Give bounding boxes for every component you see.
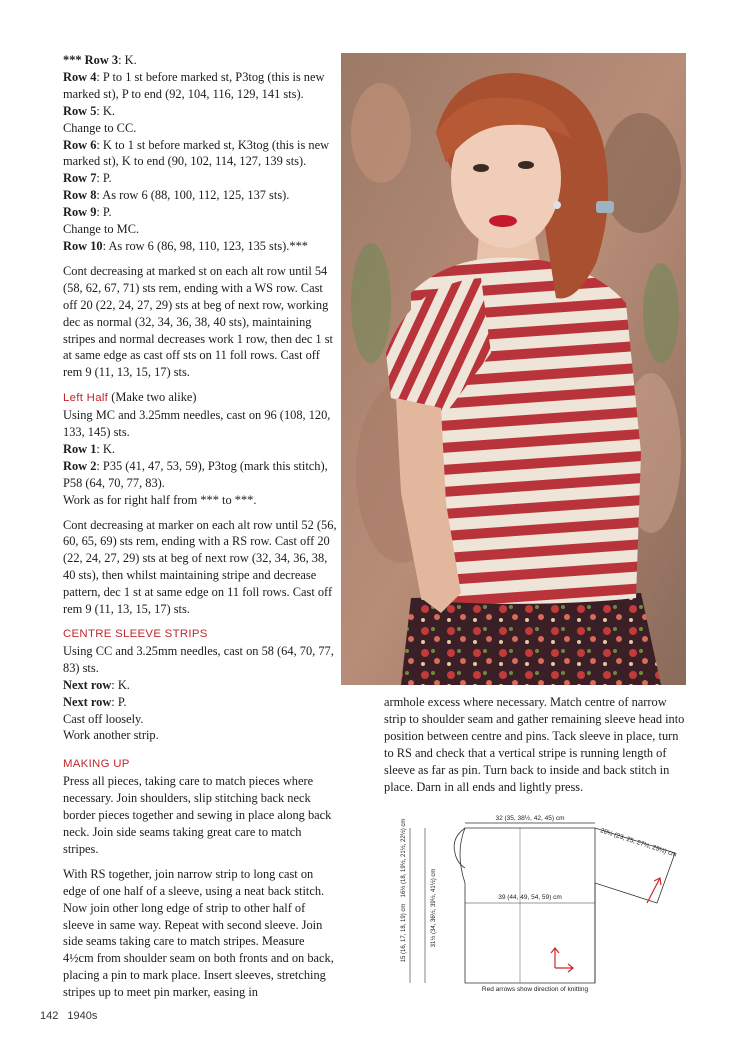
pattern-row xyxy=(63,694,337,711)
row-label: Row 5 xyxy=(63,103,97,118)
pattern-row xyxy=(63,492,337,509)
section-name: 1940s xyxy=(67,1010,98,1022)
paragraph-cont-1: Cont decreasing at marked st on each alt row until 54 (58, 62, 67, 71) sts rem, ending with a WS row. Cast off 20 (22, 24, 27, 29) sts at beg of next row, working dec as normal (32, 34, 36, 38, 40 sts), maintaining stripes and normal decreases work 1 row, then dec 1 st at same edge as cast off sts on 11 foll rows. Cast off rem 9 (11, 13, 15, 17) sts. xyxy=(63,263,333,380)
page-number: 142 xyxy=(40,1010,59,1022)
garment-outline xyxy=(460,827,678,983)
pattern-row xyxy=(63,137,337,171)
top-width-label: 32 (35, 38½, 42, 45) cm xyxy=(495,815,565,822)
row-text: : P. xyxy=(96,171,112,186)
row-text: Work another strip. xyxy=(63,728,159,743)
pattern-row xyxy=(63,458,337,492)
row-label: Row 1 xyxy=(63,441,97,456)
row-text: : As row 6 (86, 98, 110, 123, 135 sts).*** xyxy=(102,238,308,253)
rows-block-b xyxy=(63,407,337,508)
row-label: Row 9 xyxy=(63,205,97,220)
pattern-row xyxy=(63,643,337,677)
row-label: *** Row 3 xyxy=(63,53,119,67)
right-column xyxy=(384,694,686,795)
rows-block-c xyxy=(63,643,337,744)
chest-width-label: 39 (44, 49, 54, 59) cm xyxy=(498,894,562,901)
row-label: Row 7 xyxy=(63,171,97,186)
pattern-row xyxy=(63,238,337,255)
row-label: Next row xyxy=(63,694,112,709)
armhole-depth-label: 16½ (18, 19½, 21½, 22½) cm xyxy=(401,818,407,898)
right-column-paragraph: armhole excess where necessary. Match centre of narrow strip to shoulder seam and gather remaining sleeve head into position between centre and pins. Tack sleeve in place, turn to RS and check that a vertical stripe is running length of sleeve as far as pin. Turn back to inside and back stitch in place. Darn in all ends and lightly press. xyxy=(384,695,685,794)
row-text: : P. xyxy=(96,205,112,220)
pattern-row xyxy=(63,711,337,728)
sleeve-length-label: 20½ (23, 25, 27½, 29½) cm xyxy=(599,827,678,859)
row-text: : P. xyxy=(111,694,127,709)
pattern-row xyxy=(63,441,337,458)
row-text: : P to 1 st before marked st, P3tog (this is new marked st), P to end (92, 104, 116, 129, 141 sts). xyxy=(63,69,325,101)
pattern-row xyxy=(63,204,337,221)
left-half-note: (Make two alike) xyxy=(111,390,197,405)
model-photo-illustration xyxy=(341,53,686,685)
row-text: Change to MC. xyxy=(63,222,140,237)
making-up-heading: MAKING UP xyxy=(63,758,130,771)
row-text: Using MC and 3.25mm needles, cast on 96 (108, 120, 133, 145) sts. xyxy=(63,408,331,440)
pattern-row xyxy=(63,103,337,120)
pattern-row xyxy=(63,221,337,238)
left-half-heading: Left Half xyxy=(63,392,109,405)
rows-block-a xyxy=(63,52,337,255)
row-label: Row 4 xyxy=(63,69,97,84)
row-text: : K. xyxy=(118,53,137,67)
body-length-label: 31½ (34, 36½, 39½, 41½) cm xyxy=(431,868,437,948)
row-label: Row 6 xyxy=(63,137,97,152)
pattern-row xyxy=(63,120,337,137)
making-up-section xyxy=(63,756,337,1001)
pattern-row xyxy=(63,407,337,441)
centre-sleeve-heading: CENTRE SLEEVE STRIPS xyxy=(63,628,208,640)
row-label: Next row xyxy=(63,677,112,692)
row-label: Row 2 xyxy=(63,458,97,473)
row-text: : K. xyxy=(111,677,130,692)
model-photo xyxy=(341,53,686,685)
left-column xyxy=(63,52,337,1009)
pattern-row xyxy=(63,727,337,744)
pattern-row xyxy=(63,52,337,69)
pattern-row xyxy=(63,677,337,694)
making-up-paragraph-2: With RS together, join narrow strip to long cast on edge of one half of a sleeve, using a neat back stitch. Now join other long edge of strip to other half of sleeve in same way. Repeat with second sleeve. Join side seams taking care to match stripes. Measure 4½cm from shoulder seam on both fronts and on back, placing a pin to mark place. Insert sleeves, stretching stripes up to meet pin marker, easing in xyxy=(63,866,334,1000)
paragraph-cont-2: Cont decreasing at marker on each alt row until 52 (56, 60, 65, 69) sts rem, ending with a RS row. Cast off 20 (22, 24, 27, 29) sts at beg of next row (32, 34, 36, 38, 40 sts), then whilst maintaining stripe and decrease pattern, dec 1 st at same edge on 11 foll rows. Cast off rem 9 (11, 13, 15, 17) sts. xyxy=(63,517,337,617)
left-half-section xyxy=(63,389,337,508)
row-text: Using CC and 3.25mm needles, cast on 58 (64, 70, 77, 83) sts. xyxy=(63,643,334,675)
row-text: : As row 6 (88, 100, 112, 125, 137 sts). xyxy=(96,188,290,203)
row-text: Change to CC. xyxy=(63,120,137,135)
row-text: Work as for right half from *** to ***. xyxy=(63,492,257,507)
side-length-label: 15 (16, 17, 18, 19) cm xyxy=(401,903,407,963)
centre-sleeve-section xyxy=(63,626,337,744)
left-half-heading-line xyxy=(63,389,337,407)
row-text: : P35 (41, 47, 53, 59), P3tog (mark this stitch), P58 (64, 70, 77, 83). xyxy=(63,458,328,490)
pattern-row xyxy=(63,187,337,204)
making-up-paragraph-1: Press all pieces, taking care to match pieces where necessary. Join shoulders, slip stitching back neck border pieces together and sewing in place along back neck. Join side seams taking great care to match stripes. xyxy=(63,774,332,856)
page-footer xyxy=(40,1010,103,1022)
pattern-row xyxy=(63,69,337,103)
row-label: Row 8 xyxy=(63,188,97,203)
row-text: : K to 1 st before marked st, K3tog (this is new marked st), K to end (90, 102, 114, 127, 139 sts). xyxy=(63,137,330,169)
row-text: : K. xyxy=(96,441,115,456)
pattern-row xyxy=(63,170,337,187)
row-label: Row 10 xyxy=(63,238,103,253)
diagram-caption: Red arrows show direction of knitting xyxy=(481,986,589,993)
row-text: : K. xyxy=(96,103,115,118)
schematic-diagram xyxy=(385,808,685,993)
row-text: Cast off loosely. xyxy=(63,711,144,726)
